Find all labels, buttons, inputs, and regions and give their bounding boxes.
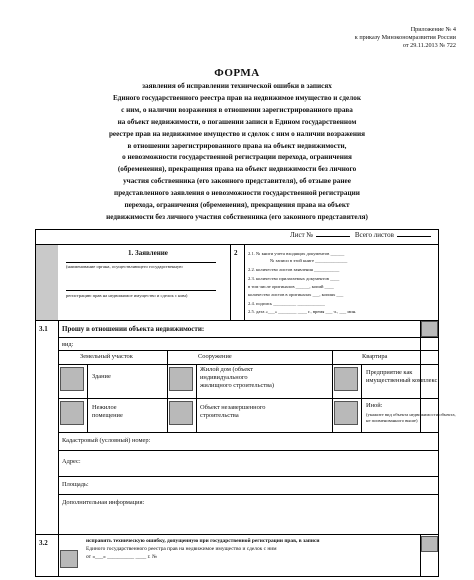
type-other-label: Иной: <box>366 402 383 409</box>
form-title: ФОРМА <box>214 67 260 79</box>
section2-row: 2.5. дата «___» ________ ____ г., время ___ ч., ___ мин. <box>248 309 357 314</box>
divider <box>58 350 439 351</box>
type-enterprise-label <box>366 369 437 385</box>
type-building-label: Здание <box>92 373 111 380</box>
divider <box>58 320 59 577</box>
sheet-number-label: Лист № <box>290 231 314 239</box>
checkbox-nonresidential[interactable] <box>60 401 84 425</box>
divider <box>196 364 197 432</box>
area-label: Площадь: <box>62 481 89 488</box>
checkbox-building[interactable] <box>60 367 84 391</box>
divider <box>167 350 168 432</box>
subject-line: перехода, ограничения (обременения), прекращения права на объект <box>124 201 350 210</box>
checkbox-other[interactable] <box>334 401 358 425</box>
field-underline <box>66 262 216 263</box>
type-structure-label: Сооружение <box>198 353 232 360</box>
subject-line: недвижимости без личного участия собственника (его законного представителя) <box>106 212 368 221</box>
address-label: Адрес: <box>62 458 81 465</box>
section2-row: в том числе оригиналов ______, копий ____ <box>248 284 334 289</box>
section1-title: 1. Заявление <box>128 249 168 257</box>
section32-text <box>86 537 320 561</box>
section31-request: Прошу в отношении объекта недвижимости: <box>62 325 205 333</box>
divider <box>58 398 439 399</box>
cadastral-label: Кадастровый (условный) номер: <box>62 437 151 444</box>
additional-info-label: Дополнительная информация: <box>62 499 145 506</box>
sheet-counter <box>290 231 434 239</box>
type-apartment-label: Квартира <box>362 353 388 360</box>
divider <box>35 320 439 321</box>
divider <box>58 337 439 338</box>
subject-line: заявления об исправлении технической ошибки в записях <box>142 82 332 90</box>
approval-line-2: к приказу Минэкономразвития России <box>354 34 456 41</box>
approval-line-1: Приложение № 4 <box>410 26 456 33</box>
type-nonres-label <box>92 404 123 420</box>
section2-row: количество листов в оригиналах ___, копиях ___ <box>248 292 344 297</box>
section32-line: Единого государственного реестра прав на недвижимое имущество и сделок с ним <box>86 546 277 552</box>
subject-line: о невозможности государственной регистрации перехода, ограничения <box>122 153 352 162</box>
subject-line: на объект недвижимости, о погашении записи в Едином государственном <box>117 117 357 126</box>
type-house-label <box>200 366 274 390</box>
divider <box>58 450 439 451</box>
checkbox-unfinished[interactable] <box>169 401 193 425</box>
subject-line: с ним, о наличии возражения в отношении зарегистрированного права <box>121 105 353 114</box>
divider <box>35 534 439 535</box>
sheet-total-label: Всего листов <box>354 231 394 239</box>
authority-field[interactable] <box>66 290 216 291</box>
type-other-hint-line: не поименованного выше) <box>366 417 418 423</box>
section32-number: 3.2 <box>39 539 48 547</box>
type-house-line: индивидуального <box>200 374 248 381</box>
subject-line: реестре прав на недвижимое имущество и сделок с ним о наличии возражения <box>108 129 366 138</box>
divider <box>35 244 439 245</box>
section31-checkbox[interactable] <box>421 321 438 337</box>
section2-number: 2 <box>234 249 238 257</box>
approval-block <box>266 26 456 50</box>
type-land-label: Земельный участок <box>80 353 133 360</box>
sheet-total-field[interactable] <box>397 236 431 237</box>
type-enterprise-line: Предприятие как <box>366 369 413 376</box>
form-subject <box>48 81 426 224</box>
type-nonres-line: Нежилое <box>92 404 117 411</box>
type-house-line: Жилой дом (объект <box>200 366 253 373</box>
checkbox-fix-error[interactable] <box>60 550 78 568</box>
divider <box>58 494 439 495</box>
type-unfinished-label <box>200 404 265 420</box>
subject-line: (обременения), прекращения права на объект недвижимости без личного <box>117 165 357 174</box>
subject-line: представленного заявления о невозможности государственной регистрации <box>114 189 360 198</box>
divider <box>244 244 245 320</box>
sheet-number-field[interactable] <box>316 236 350 237</box>
section32-line: исправить техническую ошибку, допущенную при государственной регистрации прав, в записи <box>86 538 320 544</box>
divider <box>58 432 439 433</box>
subject-line: Единого государственного реестра прав на недвижимое имущество и сделок <box>113 93 361 102</box>
divider <box>361 364 362 432</box>
section2-row: 2.3. количество прилагаемых документов ____ <box>248 276 340 281</box>
section1-hint-2: регистрацию прав на недвижимое имущество и сделок с ним) <box>66 293 188 298</box>
divider <box>332 350 333 432</box>
approval-line-3: от 29.11.2013 № 722 <box>402 42 456 49</box>
section2-row: № записи в этой книге ______________ <box>270 258 348 263</box>
section32-line: от «___» __________ ____ г. № <box>86 554 158 560</box>
divider <box>58 476 439 477</box>
type-nonres-line: помещение <box>92 412 123 419</box>
type-unfinished-line: строительства <box>200 412 239 419</box>
divider <box>230 244 231 320</box>
subject-line: в отношении зарегистрированного права на объект недвижимости, <box>127 141 347 150</box>
divider <box>87 364 88 432</box>
divider <box>58 364 439 365</box>
section1-hint-1: (наименование органа, осуществляющего государственную <box>66 264 183 269</box>
section32-checkbox[interactable] <box>421 536 438 552</box>
subject-line: участия собственника (его законного представителя), об отзыве ранее <box>123 177 351 186</box>
section2-row: 2.1. № книги учета входящих документов ______ <box>248 251 345 256</box>
type-other-hint <box>366 412 456 423</box>
type-unfinished-line: Объект незавершенного <box>200 404 266 411</box>
checkbox-enterprise[interactable] <box>334 367 358 391</box>
type-enterprise-line: имущественный комплекс <box>366 377 438 384</box>
type-house-line: жилищного строительства) <box>200 382 275 389</box>
shaded-cell <box>36 245 58 320</box>
section31-number: 3.1 <box>39 325 48 333</box>
checkbox-house[interactable] <box>169 367 193 391</box>
section2-row: 2.2. количество листов заявления ___________ <box>248 267 340 272</box>
type-other-hint-line: (укажите вид объекта недвижимости объекта, <box>366 412 456 417</box>
section2-row: 2.4. подпись __________ ____________ <box>248 301 325 306</box>
object-kind-label: вид: <box>62 341 74 348</box>
